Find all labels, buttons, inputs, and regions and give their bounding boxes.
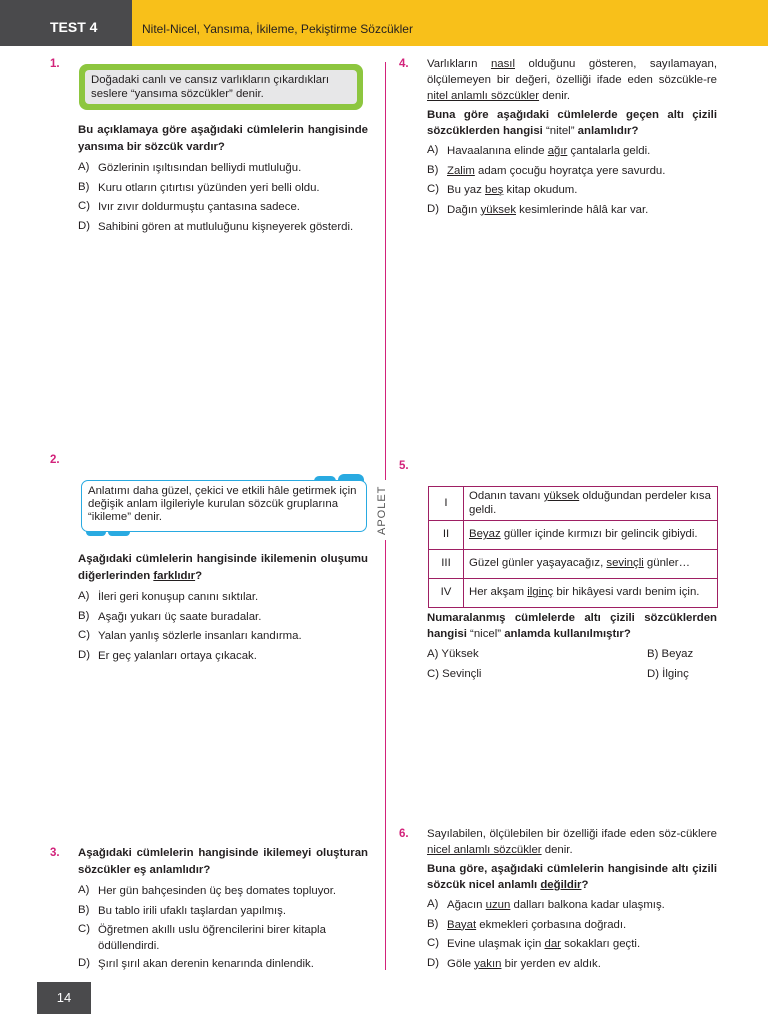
option-d[interactable]: D) İlginç — [647, 667, 689, 680]
question-2 — [78, 551, 368, 665]
question-2-number: 2. — [50, 454, 60, 466]
question-5 — [427, 610, 717, 684]
question-6 — [427, 826, 717, 973]
option-d[interactable]: D) Sahibini gören at mutluluğunu kişneyerek gösterdi. — [78, 219, 354, 233]
option-b[interactable]: B) Zalim adam çocuğu hoyratça yere savurdu. — [427, 163, 666, 177]
question-5-table — [428, 486, 718, 608]
option-b[interactable]: B) Bu tablo irili ufaklı taşlardan yapılmış. — [78, 903, 287, 917]
option-b[interactable]: B) Bayat ekmekleri çorbasına doğradı. — [427, 917, 627, 931]
question-1-stem: Bu açıklamaya göre aşağıdaki cümlelerin hangisinde yansıma bir sözcük vardır? — [78, 124, 368, 153]
question-5-number: 5. — [399, 460, 409, 472]
question-4 — [427, 56, 717, 219]
option-c[interactable]: C) Ivır zıvır doldurmuştu çantasına sadece. — [78, 200, 300, 213]
brand-label: APOLET — [376, 480, 394, 540]
question-1-number: 1. — [50, 58, 60, 70]
option-a[interactable]: A) Yüksek — [427, 648, 479, 660]
question-1-info: Doğadaki canlı ve cansız varlıkların çıkardıkları seslere “yansıma sözcükler” denir. — [85, 70, 357, 104]
question-4-number: 4. — [399, 58, 409, 70]
option-b[interactable]: B) Kuru otların çıtırtısı yüzünden yeri belli oldu. — [78, 180, 320, 194]
question-5-stem: Numaralanmış cümlelerde altı çizili sözcüklerden hangisi “nicel” anlamda kullanılmıştır? — [427, 612, 717, 640]
question-3-number: 3. — [50, 847, 60, 859]
header-title: Nitel-Nicel, Yansıma, İkileme, Pekiştirme Sözcükler — [142, 22, 413, 36]
question-2-info-box — [78, 480, 370, 536]
table-row: IV Her akşam ilginç bir hikâyesi vardı benim için. — [429, 579, 718, 608]
question-6-stem: Buna göre, aşağıdaki cümlelerin hangisinde altı çizili sözcük nicel anlamlı değildir? — [427, 863, 717, 891]
table-row: II Beyaz güller içinde kırmızı bir gelincik gibiydi. — [429, 521, 718, 550]
option-b[interactable]: B) Beyaz — [647, 648, 694, 660]
table-row: III Güzel günler yaşayacağız, sevinçli günler… — [429, 550, 718, 579]
option-d[interactable]: D) Şırıl şırıl akan derenin kenarında dinlendik. — [78, 957, 314, 970]
option-d[interactable]: D) Dağın yüksek kesimlerinde hâlâ kar var. — [427, 202, 649, 216]
option-a[interactable]: A) Havaalanına elinde ağır çantalarla geldi. — [427, 144, 651, 157]
option-c[interactable]: C) Öğretmen akıllı uslu öğrencilerini birer kitapla ödüllendirdi. — [78, 923, 326, 952]
question-1-info-box — [79, 64, 363, 110]
option-b[interactable]: B) Aşağı yukarı üç saate buradalar. — [78, 609, 262, 623]
question-2-stem: Aşağıdaki cümlelerin hangisinde ikilemenin oluşumu diğerlerinden farklıdır? — [78, 553, 368, 582]
question-6-intro: Sayılabilen, ölçülebilen bir özelliği ifade eden söz-cüklere nicel anlamlı sözcükler denir. — [427, 828, 717, 856]
question-4-stem: Buna göre aşağıdaki cümlelerde geçen altı çizili sözcüklerden hangisi “nitel” anlamlıdır? — [427, 109, 717, 137]
question-4-intro: Varlıkların nasıl olduğunu gösteren, sayılamayan, ölçülemeyen bir değeri, özelliği ifade eden sözcükle-re nitel anlamlı sözcükler denir. — [427, 58, 717, 102]
question-2-info: Anlatımı daha güzel, çekici ve etkili hâle getirmek için değişik anlam ilgileriyle kurulan sözcük gruplarına “ikileme” denir. — [81, 480, 367, 532]
option-c[interactable]: C) Evine ulaşmak için dar sokakları geçti. — [427, 937, 641, 950]
option-c[interactable]: C) Sevinçli — [427, 667, 482, 680]
question-1 — [78, 122, 368, 236]
table-row: I Odanın tavanı yüksek olduğundan perdeler kısa geldi. — [429, 487, 718, 521]
question-3 — [78, 845, 368, 974]
option-d[interactable]: D) Göle yakın bir yerden ev aldık. — [427, 956, 601, 970]
question-6-number: 6. — [399, 828, 409, 840]
question-3-stem: Aşağıdaki cümlelerin hangisinde ikilemeyi oluşturan sözcükler eş anlamlıdır? — [78, 847, 368, 876]
option-d[interactable]: D) Er geç yalanları ortaya çıkacak. — [78, 648, 257, 662]
option-a[interactable]: A) İleri geri konuşup canını sıktılar. — [78, 590, 259, 603]
page-number: 14 — [37, 982, 91, 1014]
test-label: TEST 4 — [50, 19, 98, 35]
option-a[interactable]: A) Gözlerinin ışıltısından belliydi mutluluğu. — [78, 161, 302, 174]
option-a[interactable]: A) Ağacın uzun dalları balkona kadar ulaşmış. — [427, 898, 665, 911]
option-c[interactable]: C) Bu yaz beş kitap okudum. — [427, 183, 578, 196]
option-a[interactable]: A) Her gün bahçesinden üç beş domates topluyor. — [78, 884, 337, 897]
option-c[interactable]: C) Yalan yanlış sözlerle insanları kandırma. — [78, 629, 302, 642]
